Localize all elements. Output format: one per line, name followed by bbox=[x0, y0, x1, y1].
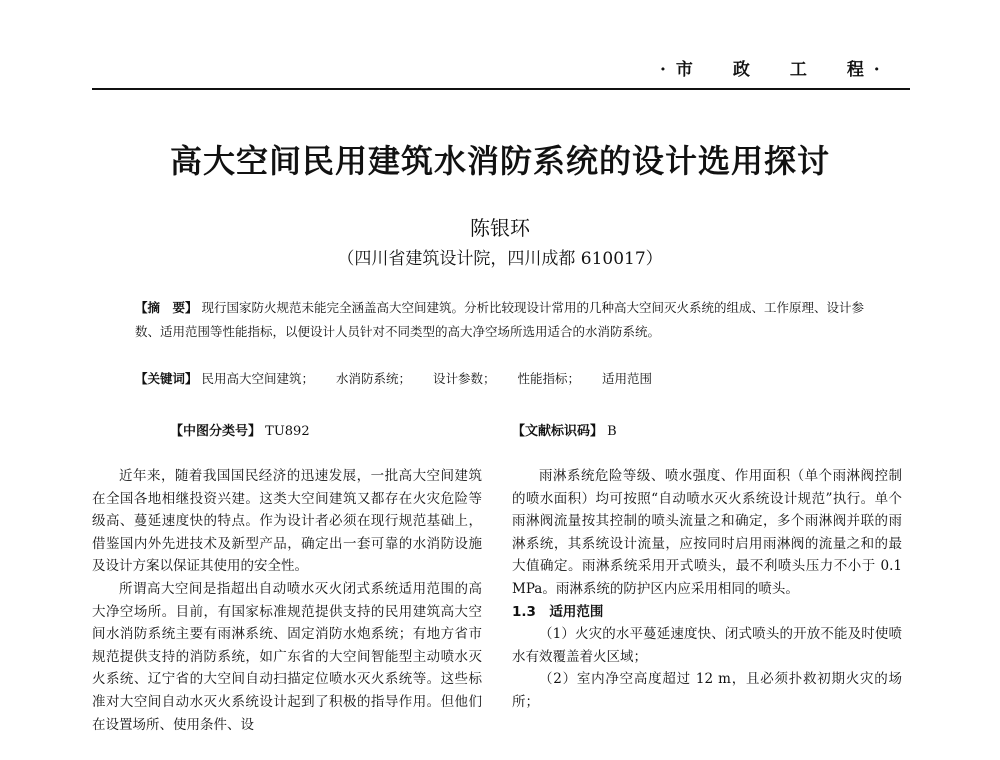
keyword: 水消防系统； bbox=[336, 371, 412, 386]
keyword: 性能指标； bbox=[517, 371, 581, 386]
keyword: 适用范围 bbox=[602, 371, 653, 386]
keywords-label: 【关键词】 bbox=[135, 371, 198, 386]
header-rule bbox=[92, 88, 910, 90]
classification-value: TU892 bbox=[265, 424, 310, 439]
body-left-column bbox=[92, 465, 482, 736]
section-heading: 1.3 适用范围 bbox=[512, 603, 604, 620]
classification-number bbox=[170, 420, 310, 439]
abstract-text: 现行国家防火规范未能完全涵盖高大空间建筑。分析比较现设计常用的几种高大空间灭火系统的组成、工作原理、设计参数、适用范围等性能指标，以便设计人员针对不同类型的高大净空场所选用适合的水消防系统。 bbox=[135, 300, 865, 339]
body-paragraph: 雨淋系统危险等级、喷水强度、作用面积（单个雨淋阀控制的喷水面积）均可按照“自动喷水灭火系统设计规范”执行。单个雨淋阀流量按其控制的喷头流量之和确定，多个雨淋阀并联的雨淋系统，其系统设计流量，应按同时启用雨淋阀的流量之和的最大值确定。雨淋系统采用开式喷头，最不利喷头压力不小于 0.1 MPa。雨淋系统的防护区内应采用相同的喷头。 bbox=[512, 468, 902, 597]
body-paragraph: 近年来，随着我国国民经济的迅速发展，一批高大空间建筑在全国各地相继投资兴建。这类大空间建筑又都存在火灾危险等级高、蔓延速度快的特点。作为设计者必须在现行规范基础上，借鉴国内外先进技术及新型产品，确定出一套可靠的水消防设施及设计方案以保证其使用的安全性。 bbox=[92, 468, 482, 575]
article-title: 高大空间民用建筑水消防系统的设计选用探讨 bbox=[169, 142, 830, 180]
document-code-value: B bbox=[607, 424, 617, 439]
author-name: 陈银环 bbox=[470, 216, 530, 240]
document-code-label: 【文献标识码】 bbox=[512, 424, 604, 439]
list-item: （1）火灾的水平蔓延速度快、闭式喷头的开放不能及时使喷水有效覆盖着火区域； bbox=[512, 626, 902, 665]
body-paragraph: 所谓高大空间是指超出自动喷水灭火闭式系统适用范围的高大净空场所。目前，有国家标准规范提供支持的民用建筑高大空间水消防系统主要有雨淋系统、固定消防水炮系统；有地方省市规范提供支持的消防系统，如广东省的大空间智能型主动喷水灭火系统、辽宁省的大空间自动扫描定位喷水灭火系统等。这些标准对大空间自动水灭火系统设计起到了积极的指导作用。但他们在设置场所、使用条件、设 bbox=[92, 580, 482, 733]
body-right-column bbox=[512, 465, 902, 714]
abstract bbox=[135, 296, 870, 344]
author-affiliation: （四川省建筑设计院，四川成都 610017） bbox=[337, 249, 663, 269]
keyword: 民用高大空间建筑； bbox=[201, 371, 315, 386]
abstract-label: 【摘 要】 bbox=[135, 300, 198, 315]
keywords bbox=[135, 369, 870, 387]
classification-label: 【中图分类号】 bbox=[170, 424, 262, 439]
keyword: 设计参数； bbox=[433, 371, 496, 386]
document-code bbox=[512, 420, 617, 439]
journal-section-header: · 市 政 工 程 · bbox=[660, 60, 882, 80]
list-item: （2）室内净空高度超过 12 m，且必须扑救初期火灾的场所； bbox=[512, 671, 902, 710]
